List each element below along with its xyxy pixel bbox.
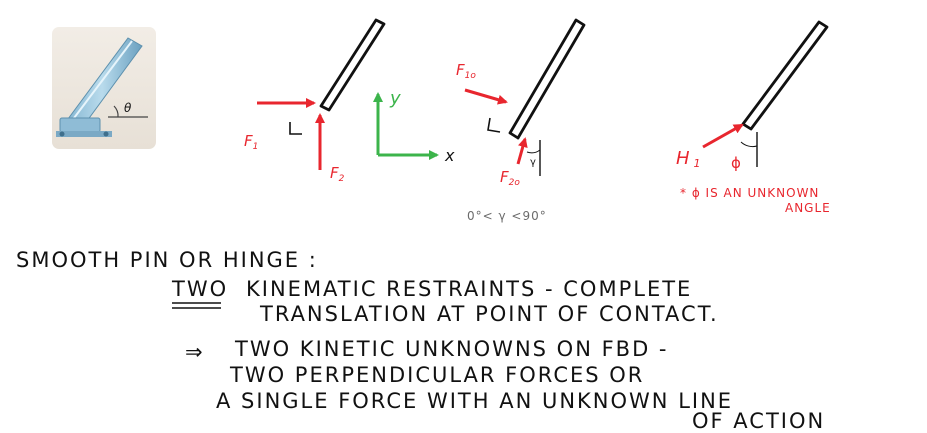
coordinate-axes xyxy=(378,88,455,165)
notes-line1: KINEMATIC RESTRAINTS - COMPLETE xyxy=(246,277,693,301)
notes-line6: OF ACTION xyxy=(692,409,826,433)
label-f2: $F_2$ xyxy=(330,164,345,184)
label-f1: $F_1$ xyxy=(244,132,259,152)
notes-line2: TRANSLATION AT POINT OF CONTACT. xyxy=(260,302,719,326)
force-arrow-f2o xyxy=(518,139,525,164)
right-angle-mark xyxy=(290,122,302,134)
gamma-arc xyxy=(527,150,540,153)
right-angle-mark xyxy=(488,118,500,132)
label-gamma: γ xyxy=(530,157,536,168)
unknown-angle-note-cont: ANGLE xyxy=(785,201,831,215)
notes xyxy=(16,248,825,433)
phi-arc xyxy=(741,142,757,147)
unknown-angle-note: * ϕ IS AN UNKNOWN xyxy=(680,186,820,200)
notes-heading: SMOOTH PIN OR HINGE : xyxy=(16,248,318,272)
label-f2o: $F_{2o}$ xyxy=(500,168,520,188)
fbd-single-force-unknown-angle xyxy=(676,22,831,215)
member-bar xyxy=(321,20,384,110)
force-arrow-h1 xyxy=(703,125,742,147)
fbd-perpendicular-forces xyxy=(244,20,384,184)
theta-label: θ xyxy=(124,101,132,115)
x-axis-label: x xyxy=(445,146,455,165)
notes-line4: TWO PERPENDICULAR FORCES OR xyxy=(230,363,645,387)
implies-arrow: ⇒ xyxy=(185,340,205,364)
notes-line5: A SINGLE FORCE WITH AN UNKNOWN LINE xyxy=(216,389,734,413)
force-arrow-f1o xyxy=(465,90,506,102)
y-axis-label: y xyxy=(390,88,401,109)
fbd-angled-forces xyxy=(456,20,584,223)
notes-line3: TWO KINETIC UNKNOWNS ON FBD - xyxy=(235,337,669,361)
member-bar xyxy=(510,20,584,138)
notes-line1-emphasis: TWO xyxy=(172,277,229,301)
label-phi: ϕ xyxy=(731,154,741,172)
member-bar xyxy=(743,22,827,129)
label-h1: H 1 xyxy=(676,148,701,170)
label-f1o: $F_{1o}$ xyxy=(456,61,476,81)
gamma-range-note: 0°< γ <90° xyxy=(467,209,547,223)
pin-support-photo xyxy=(52,27,156,149)
